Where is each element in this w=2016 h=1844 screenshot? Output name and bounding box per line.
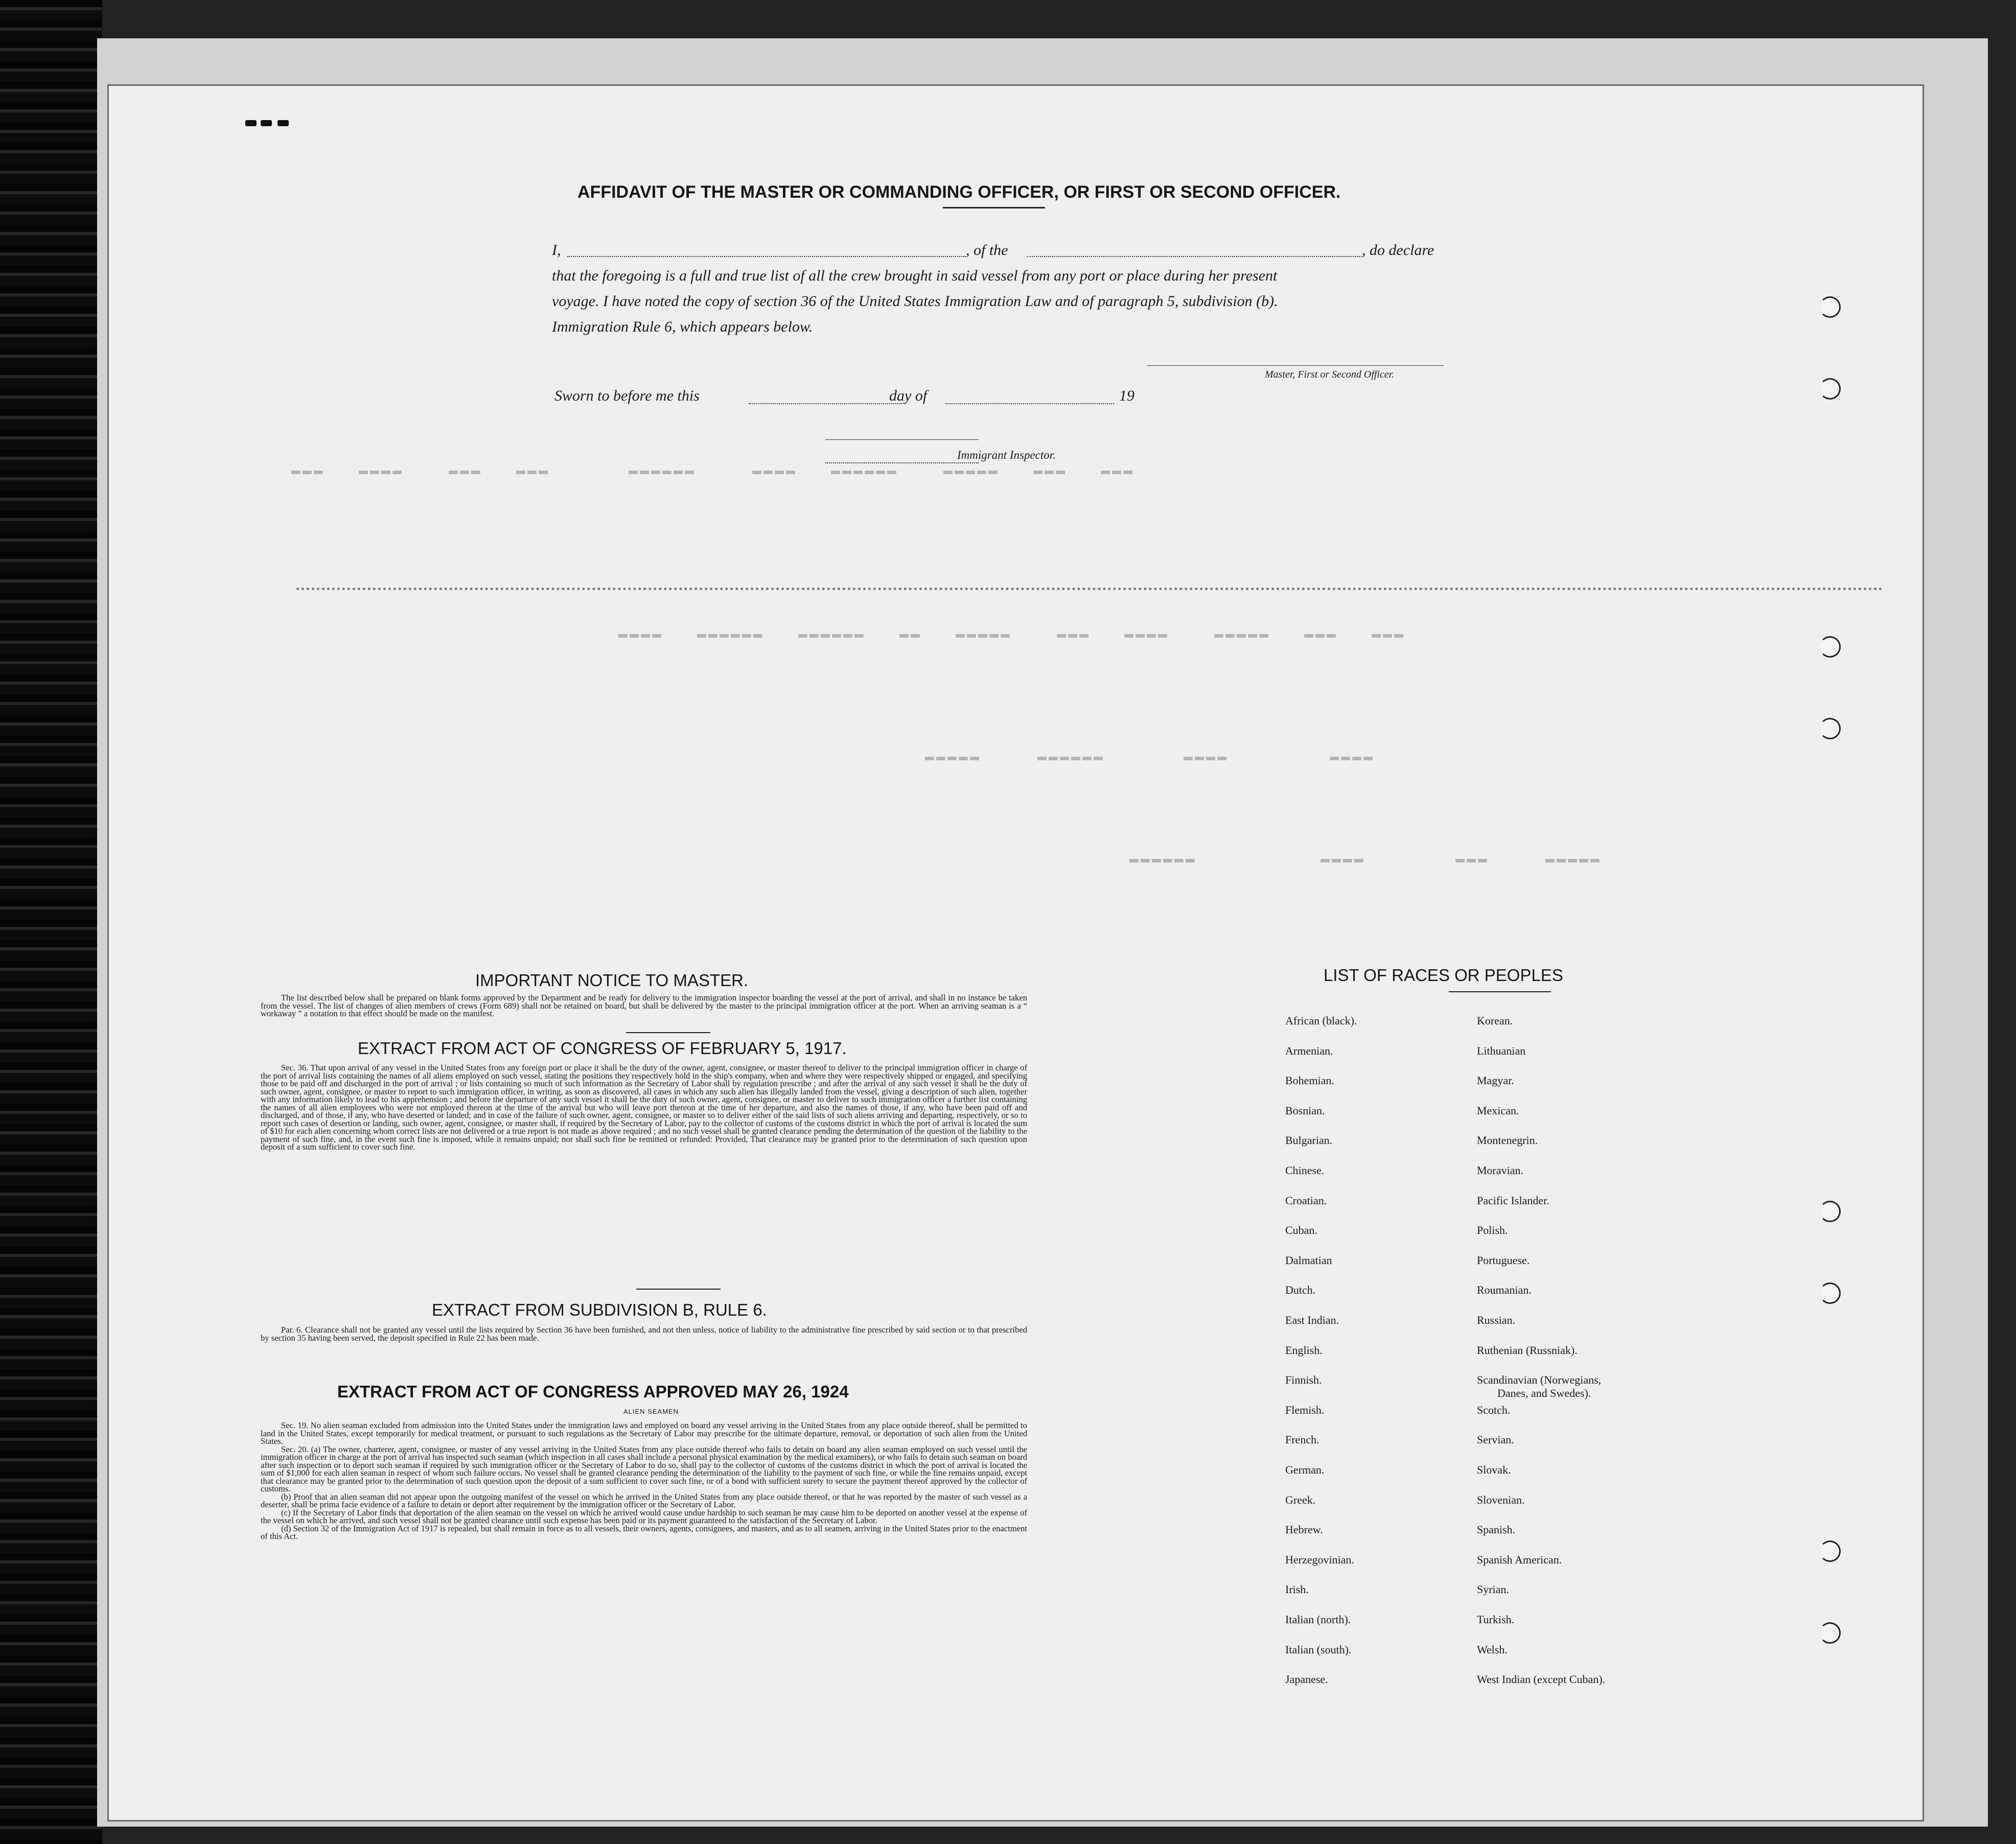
race-left-item: Italian (south). bbox=[1285, 1643, 1352, 1656]
extract-1924-subtitle: ALIEN SEAMEN bbox=[623, 1408, 679, 1415]
race-right-item: Slovak. bbox=[1477, 1463, 1511, 1476]
bleed-through: ▬▬▬ ▬▬▬▬ ▬▬▬ ▬▬▬ ▬▬▬▬▬▬ ▬▬▬▬ ▬▬▬▬▬▬ ▬▬▬▬▬ ▬▬▬ ▬▬▬ bbox=[291, 462, 1135, 480]
title-underline bbox=[943, 207, 1045, 208]
race-right-item: Moravian. bbox=[1477, 1164, 1524, 1177]
declare-i: I, bbox=[552, 242, 561, 259]
race-left-item: Herzegovinian. bbox=[1285, 1553, 1354, 1566]
race-right-item: Ruthenian (Russniak). bbox=[1477, 1343, 1578, 1357]
punch-hole bbox=[1819, 1201, 1841, 1222]
race-left-item: Cuban. bbox=[1285, 1224, 1317, 1237]
punch-hole bbox=[1819, 718, 1841, 739]
affidavit-title: AFFIDAVIT OF THE MASTER OR COMMANDING OFFICER, OR FIRST OR SECOND OFFICER. bbox=[577, 182, 1341, 202]
sworn-before: Sworn to before me this bbox=[554, 387, 700, 404]
extract-1924-body bbox=[261, 1421, 1027, 1540]
punch-hole bbox=[1819, 1540, 1841, 1562]
race-left-item: Irish. bbox=[1285, 1583, 1309, 1596]
punch-hole bbox=[1819, 296, 1841, 318]
race-left-item: Dutch. bbox=[1285, 1283, 1316, 1297]
master-signature-line bbox=[1147, 365, 1444, 366]
race-left-item: Japanese. bbox=[1285, 1673, 1328, 1686]
race-right-item: Korean. bbox=[1477, 1014, 1513, 1027]
extract-1917-title: EXTRACT FROM ACT OF CONGRESS OF FEBRUARY 5, 1917. bbox=[358, 1039, 847, 1058]
race-right-item: Russian. bbox=[1477, 1314, 1516, 1326]
vessel-field-line bbox=[1027, 256, 1362, 257]
race-left-item: Bosnian. bbox=[1285, 1104, 1325, 1117]
race-right-item: Syrian. bbox=[1477, 1583, 1509, 1596]
day-of: day of bbox=[889, 387, 928, 404]
races-title-underline bbox=[1449, 991, 1551, 992]
section-rule bbox=[636, 1289, 721, 1290]
ink-mark bbox=[277, 120, 289, 126]
section-rule bbox=[626, 1032, 710, 1033]
day-field-line bbox=[749, 403, 902, 404]
race-left-item: Finnish. bbox=[1285, 1373, 1322, 1387]
race-left-item: African (black). bbox=[1285, 1014, 1357, 1027]
race-right-item: Spanish. bbox=[1477, 1523, 1516, 1536]
race-right-item: Spanish American. bbox=[1477, 1553, 1562, 1566]
race-right-item: Roumanian. bbox=[1477, 1283, 1532, 1297]
race-right-item: Slovenian. bbox=[1477, 1493, 1525, 1506]
extract-1917-body: Sec. 36. That upon arrival of any vessel in the United States from any foreign port or place it shall be the duty of the owner, agent, consignee, or master thereof to deliver to the principal immigration officer in charge of the port of arrival lists containing the names of all aliens employed on such vessel, stating the positions they respectively hold in the ship's company, when and where they were respectively shipped or engaged, and specifying those to be paid off and discharged in the port of arrival ; or lists containing so much of such information as the Secretary of Labor shall by regulation prescribe ; and after the arrival of any such vessel it shall be the duty of such owner, agent, consignee, or master to report to such immigration officer, in writing, as soon as discovered, all cases in which any such alien has illegally landed from the vessel, giving a description of such alien, together with any information likely to lead to his apprehension ; and before the departure of any such vessel it shall be the duty of such owner, agent, consignee, or master to deliver to such immigration officer a further list containing the names of all alien employees who were not employed thereon at the time of the arrival but who will leave port thereon at the time of her departure, and also the names of those, if any, who have been paid off and discharged, and of those, if any, who have deserted or landed; and in case of the failure of such owner, agent, consignee, or master so to deliver either of the said lists of such aliens arriving and departing, respectively, or so to report such cases of desertion or landing, such owner, agent, consignee, or master shall, if required by the Secretary of Labor, pay to the collector of customs of the customs district in which the port of arrival is located the sum of $10 for each alien concerning whom correct lists are not delivered or a true report is not made as above required ; and no such vessel shall be granted clearance pending the determination of the question of the liability to the payment of such fine, and, in the event such fine is imposed, while it remains unpaid; nor shall such fine be remitted or refunded: Provided, That clearance may be granted prior to the determination of such question upon deposit of a sum sufficient to cover such fine. bbox=[261, 1063, 1027, 1152]
race-left-item: Chinese. bbox=[1285, 1164, 1325, 1177]
sec-20c: (c) If the Secretary of Labor finds that deportation of the alien seaman on the vessel on which he arrived would cause undue hardship to such seaman he may cause him to be deported on another vessel at the expense of the vessel on which he arrived, and such vessel shall not be granted clearance until such expense has been paid or its payment guaranteed to the satisfaction of the Secretary of Labor. bbox=[261, 1507, 1027, 1525]
race-left-item: Bulgarian. bbox=[1285, 1134, 1333, 1147]
ink-mark bbox=[245, 120, 257, 126]
extract-1924-title: EXTRACT FROM ACT OF CONGRESS APPROVED MAY 26, 1924 bbox=[337, 1382, 849, 1401]
race-right-item: Turkish. bbox=[1477, 1613, 1515, 1626]
declare-line-2: that the foregoing is a full and true list of all the crew brought in said vessel from any port or place during her present bbox=[552, 267, 1278, 284]
month-field-line bbox=[945, 403, 1114, 404]
name-field-line bbox=[567, 256, 966, 257]
race-left-item: Italian (north). bbox=[1285, 1613, 1351, 1626]
bleed-through: ▬▬▬▬ ▬▬▬▬▬▬ ▬▬▬▬▬▬ ▬▬ ▬▬▬▬▬ ▬▬▬ ▬▬▬▬ ▬▬▬▬▬ ▬▬▬ ▬▬▬ bbox=[618, 626, 1406, 643]
sec-20b: (b) Proof that an alien seaman did not appear upon the outgoing manifest of the vessel on which he arrived in the United States from any place outside thereof, or that he was reported by the master of such vessel as a deserter, shall be prima facie evidence of a failure to detain or deport after requirement by the immigration officer or the Secretary of Labor. bbox=[261, 1491, 1027, 1509]
punch-hole bbox=[1819, 378, 1841, 400]
race-left-item: Bohemian. bbox=[1285, 1074, 1334, 1087]
notice-body: The list described below shall be prepared on blank forms approved by the Department and be ready for delivery to the immigration inspector boarding the vessel at the port of arrival, and shall in no instance be taken from the vessel. The list of changes of alien members of crews (Form 689) shall not be retained on board, but shall be delivered by the master to the principal immigration officer at the port. When an arriving seaman is a “ workaway ” a notation to that effect should be made on the manifest. bbox=[261, 993, 1027, 1018]
race-right-item: Scandinavian (Norwegians, bbox=[1477, 1373, 1602, 1387]
race-left-item: East Indian. bbox=[1285, 1314, 1339, 1326]
sec-20a: Sec. 20. (a) The owner, charterer, agent, consignee, or master of any vessel arriving in the United States from any place outside thereof who fails to detain on board any alien seaman employed on such vessel until the immigration officer in charge at the port of arrival has inspected such seaman (which inspection in all cases shall include a personal physical examination by the medical examiners), or who fails to detain such seaman on board after such inspection or to deport such seaman if required by such immigration officer or the Secretary of Labor to do so, shall pay to the collector of customs of the customs district in which the port of arrival is located the sum of $1,000 for each alien seaman in respect of whom such failure occurs. No vessel shall be granted clearance pending the determination of the liability to the payment of such fine, or while the fine remains unpaid, except that clearance may be granted prior to the determination of such question upon the deposit of a sum sufficient to cover such fine, or of a bond with sufficient surety to secure the payment thereof approved by the collector of customs. bbox=[261, 1444, 1027, 1493]
declare-line-4: Immigration Rule 6, which appears below. bbox=[552, 318, 813, 335]
binder-edge bbox=[0, 0, 102, 1844]
punch-hole bbox=[1819, 636, 1841, 658]
extract-rule6-title: EXTRACT FROM SUBDIVISION B, RULE 6. bbox=[432, 1300, 767, 1319]
ink-mark bbox=[261, 120, 272, 126]
race-left-item: Armenian. bbox=[1285, 1044, 1333, 1057]
declare-of-the: , of the bbox=[966, 242, 1008, 259]
race-left-item: Flemish. bbox=[1285, 1403, 1325, 1416]
punch-hole bbox=[1819, 1282, 1841, 1304]
race-right-item: Polish. bbox=[1477, 1224, 1508, 1237]
year-prefix: 19 bbox=[1119, 387, 1134, 404]
inspector-dotted-line bbox=[825, 462, 979, 463]
races-title: LIST OF RACES OR PEOPLES bbox=[1324, 966, 1563, 985]
race-left-item: English. bbox=[1285, 1343, 1323, 1357]
document-page bbox=[107, 84, 1924, 1822]
race-left-item: Dalmatian bbox=[1285, 1253, 1332, 1267]
race-left-item: Hebrew. bbox=[1285, 1523, 1323, 1536]
race-right-item: Welsh. bbox=[1477, 1643, 1508, 1656]
sec-19: Sec. 19. No alien seaman excluded from admission into the United States under the immigration laws and employed on board any vessel arriving in the United States from any place outside thereof, shall be permitted to land in the United States, except temporarily for medical treatment, or pursuant to such regulations as the Secretary of Labor may prescribe for the ultimate departure, removal, or deportation of such alien from the United States. bbox=[261, 1420, 1027, 1446]
race-right-item: Montenegrin. bbox=[1477, 1134, 1538, 1147]
race-left-item: Croatian. bbox=[1285, 1194, 1327, 1207]
inspector-caption: Immigrant Inspector. bbox=[957, 449, 1056, 461]
race-right-item: Pacific Islander. bbox=[1477, 1194, 1549, 1207]
declare-line-3: voyage. I have noted the copy of section 36 of the United States Immigration Law and of paragraph 5, subdivision (b). bbox=[552, 293, 1278, 310]
race-right-item: Scotch. bbox=[1477, 1403, 1511, 1416]
bleed-through: ▬▬▬▬▬ ▬▬▬▬▬▬ ▬▬▬▬ ▬▬▬▬ bbox=[925, 749, 1375, 766]
race-right-item: Mexican. bbox=[1477, 1104, 1519, 1117]
race-right-item: Lithuanian bbox=[1477, 1044, 1526, 1057]
race-right-item: Servian. bbox=[1477, 1433, 1514, 1446]
dotted-divider bbox=[296, 588, 1883, 590]
inspector-signature-line bbox=[825, 439, 979, 440]
race-right-item: West Indian (except Cuban). bbox=[1477, 1673, 1606, 1686]
race-right-continuation: Danes, and Swedes). bbox=[1497, 1387, 1591, 1400]
race-left-item: Greek. bbox=[1285, 1493, 1316, 1506]
race-right-item: Magyar. bbox=[1477, 1074, 1514, 1087]
declare-do-declare: , do declare bbox=[1362, 242, 1434, 259]
extract-rule6-body: Par. 6. Clearance shall not be granted any vessel until the lists required by Section 36 have been furnished, and not then unless, notice of liability to the administrative fine prescribed by said section or to that prescribed by section 35 having been served, the deposit specified in Rule 22 has been made. bbox=[261, 1325, 1027, 1343]
race-left-item: German. bbox=[1285, 1463, 1325, 1476]
race-left-item: French. bbox=[1285, 1433, 1319, 1446]
punch-hole bbox=[1819, 1622, 1841, 1644]
race-right-item: Portuguese. bbox=[1477, 1253, 1530, 1267]
notice-title: IMPORTANT NOTICE TO MASTER. bbox=[475, 971, 749, 990]
sec-20d: (d) Section 32 of the Immigration Act of 1917 is repealed, but shall remain in force as to all vessels, their owners, agents, consignees, and masters, and as to all seamen, arriving in the United States prior to the enactment of this Act. bbox=[261, 1523, 1027, 1541]
master-signature-caption: Master, First or Second Officer. bbox=[1265, 369, 1395, 380]
bleed-through: ▬▬▬▬▬▬ ▬▬▬▬ ▬▬▬ ▬▬▬▬▬ bbox=[1129, 851, 1602, 868]
